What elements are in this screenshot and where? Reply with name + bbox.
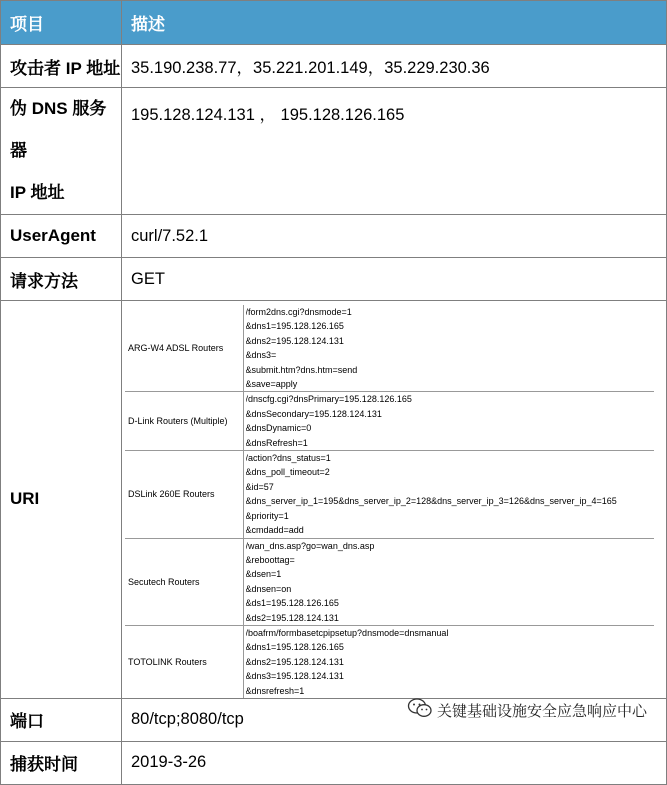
header-item: 项目 xyxy=(1,1,122,45)
uri-line: &dns3=195.128.124.131 xyxy=(245,671,344,682)
uri-label: URI xyxy=(1,301,122,699)
uri-line: &dnsDynamic=0 xyxy=(245,423,312,434)
uri-line: /form2dns.cgi?dnsmode=1 xyxy=(245,307,352,317)
method-value: GET xyxy=(122,258,667,301)
uri-line: &dns1=195.128.126.165 xyxy=(245,642,344,653)
watermark xyxy=(407,697,647,723)
method-label: 请求方法 xyxy=(1,258,122,301)
capture-time-value: 2019-3-26 xyxy=(122,741,667,784)
port-label: 端口 xyxy=(1,698,122,741)
uri-row-2 xyxy=(125,451,654,538)
uri-line: /boafrm/formbasetcpipsetup?dnsmode=dnsmanual xyxy=(245,627,449,638)
uri-value xyxy=(122,301,667,699)
port-value: 80/tcp;8080/tcp xyxy=(122,698,667,741)
uri-line: &dns_server_ip_1=195&dns_server_ip_2=128&dns_server_ip_3=126&dns_server_ip_4=165 xyxy=(245,496,617,507)
uri-line: /wan_dns.asp?go=wan_dns.asp xyxy=(245,540,375,551)
uri-line: &id=57 xyxy=(245,481,274,492)
dns-ip-label xyxy=(1,88,122,215)
uri-line: &save=apply xyxy=(245,379,298,390)
uri-line: &cmdadd=add xyxy=(245,525,304,536)
uri-line: &dns2=195.128.124.131 xyxy=(245,656,344,667)
uri-lines xyxy=(243,625,654,698)
uri-line: &dns_poll_timeout=2 xyxy=(245,467,330,478)
uri-table xyxy=(125,305,654,698)
attacker-ip-value: 35.190.238.77，35.221.201.149，35.229.230.36 xyxy=(122,45,667,88)
uri-router-name: DSLink 260E Routers xyxy=(125,451,243,538)
capture-time-label: 捕获时间 xyxy=(1,741,122,784)
uri-router-name: TOTOLINK Routers xyxy=(125,625,243,698)
uri-line: &dnsrefresh=1 xyxy=(245,685,305,696)
dns-ip-value: 195.128.124.131 ， 195.128.126.165 xyxy=(122,88,667,215)
uri-line: /action?dns_status=1 xyxy=(245,453,331,464)
uri-line: &ds2=195.128.124.131 xyxy=(245,612,339,623)
uri-row-3 xyxy=(125,538,654,625)
row-method xyxy=(1,258,667,301)
uri-line: /dnscfg.cgi?dnsPrimary=195.128.126.165 xyxy=(245,394,412,405)
uri-line: &dsen=1 xyxy=(245,569,282,580)
useragent-value: curl/7.52.1 xyxy=(122,215,667,258)
uri-line: &dns2=195.128.124.131 xyxy=(245,335,344,346)
uri-line: &dnsen=on xyxy=(245,583,292,594)
uri-row-4 xyxy=(125,625,654,698)
uri-line: &priority=1 xyxy=(245,510,289,521)
wechat-icon xyxy=(407,697,433,723)
uri-line: &reboottag= xyxy=(245,554,295,565)
watermark-text: 关键基础设施安全应急响应中心 xyxy=(436,702,647,720)
uri-line: &submit.htm?dns.htm=send xyxy=(245,364,358,375)
uri-row-1 xyxy=(125,392,654,451)
uri-line: &ds1=195.128.126.165 xyxy=(245,598,339,609)
row-useragent xyxy=(1,215,667,258)
row-dns-ip xyxy=(1,88,667,215)
uri-lines xyxy=(243,538,654,625)
attacker-ip-label: 攻击者 IP 地址 xyxy=(1,45,122,88)
uri-lines xyxy=(243,451,654,538)
uri-router-name: D-Link Routers (Multiple) xyxy=(125,392,243,451)
uri-router-name: Secutech Routers xyxy=(125,538,243,625)
uri-line: &dnsRefresh=1 xyxy=(245,437,308,448)
uri-lines xyxy=(243,305,654,392)
uri-router-name: ARG-W4 ADSL Routers xyxy=(128,343,224,354)
row-capture-time xyxy=(1,741,667,784)
uri-line: &dnsSecondary=195.128.124.131 xyxy=(245,408,382,419)
uri-lines xyxy=(243,392,654,451)
row-attacker-ip xyxy=(1,45,667,88)
header-row xyxy=(1,1,667,45)
header-description: 描述 xyxy=(122,1,667,45)
uri-line: &dns3= xyxy=(245,350,277,361)
dns-ip-label-line2: IP 地址 xyxy=(10,183,65,202)
row-uri xyxy=(1,301,667,699)
dns-ip-label-line1: 伪 DNS 服务器 xyxy=(10,99,107,160)
uri-line: &dns1=195.128.126.165 xyxy=(245,321,344,332)
uri-row-0 xyxy=(125,305,654,392)
useragent-label: UserAgent xyxy=(1,215,122,258)
